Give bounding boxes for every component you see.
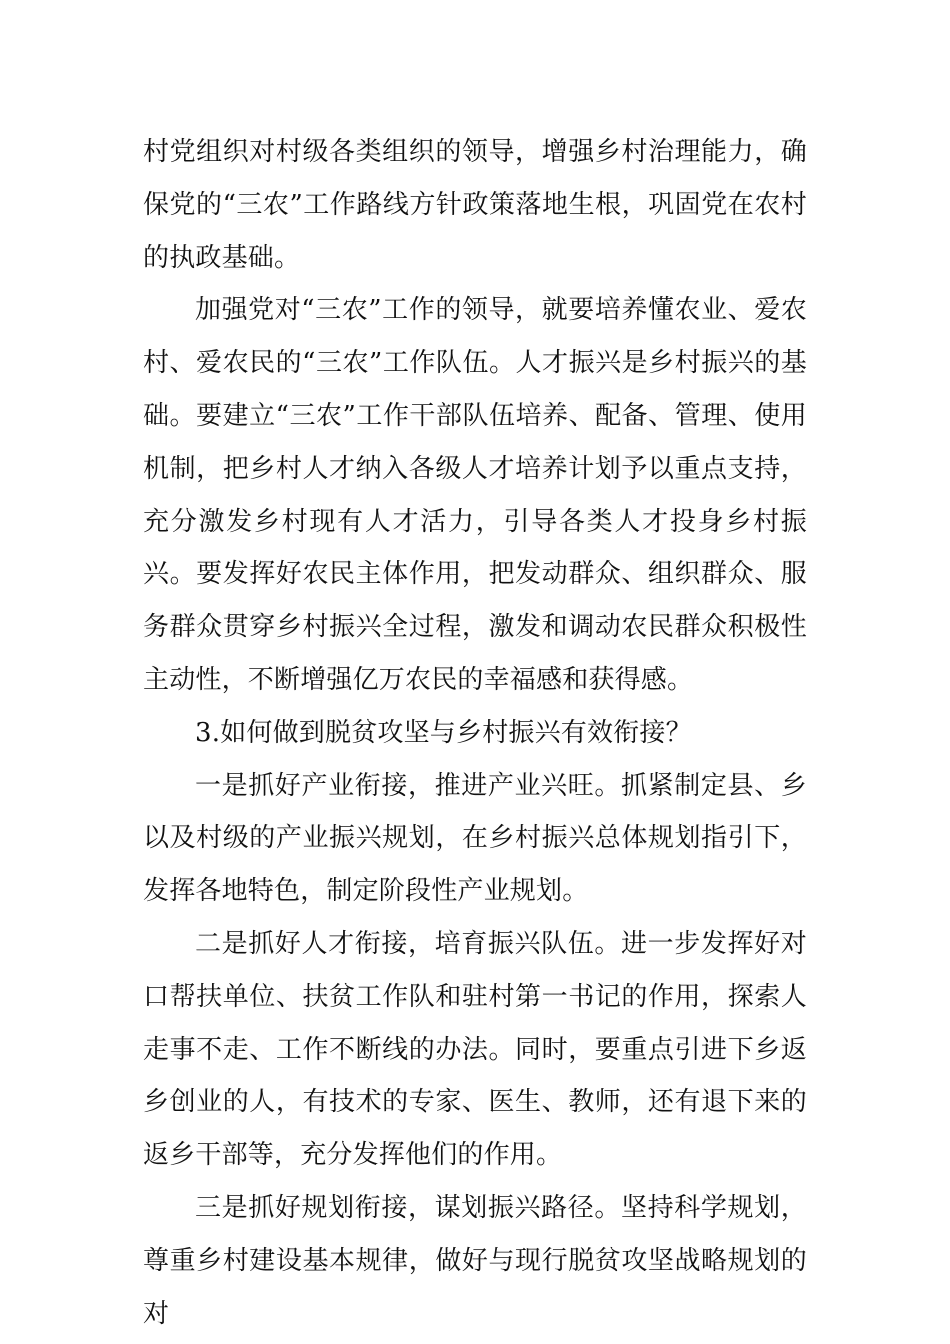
- section-heading-question-3: 3.如何做到脱贫攻坚与乡村振兴有效衔接？: [195, 717, 692, 748]
- paragraph-planning-linkage: 三是抓好规划衔接，谋划振兴路径。坚持科学规划，尊重乡村建设基本规律，做好与现行脱贫攻坚战略规划的对: [143, 1192, 807, 1329]
- paragraph-party-leadership: 加强党对“三农”工作的领导，就要培养懂农业、爱农村、爱农民的“三农”工作队伍。人才振兴是乡村振兴的基础。要建立“三农”工作干部队伍培养、配备、管理、使用机制，把乡村人才纳入各级人才培养计划予以重点支持，充分激发乡村现有人才活力，引导各类人才投身乡村振兴。要发挥好农民主体作用，把发动群众、组织群众、服务群众贯穿乡村振兴全过程，激发和调动农民群众积极性主动性，不断增强亿万农民的幸福感和获得感。: [143, 295, 807, 695]
- document-body: [143, 126, 807, 1340]
- paragraph-industry-linkage: 一是抓好产业衔接，推进产业兴旺。抓紧制定县、乡以及村级的产业振兴规划，在乡村振兴总体规划指引下，发挥各地特色，制定阶段性产业规划。: [143, 770, 807, 907]
- paragraph-talent-linkage: 二是抓好人才衔接，培育振兴队伍。进一步发挥好对口帮扶单位、扶贫工作队和驻村第一书记的作用，探索人走事不走、工作不断线的办法。同时，要重点引进下乡返乡创业的人，有技术的专家、医生、教师，还有退下来的返乡干部等，充分发挥他们的作用。: [143, 928, 807, 1171]
- paragraph-continuation: 村党组织对村级各类组织的领导，增强乡村治理能力，确保党的“三农”工作路线方针政策落地生根，巩固党在农村的执政基础。: [143, 137, 807, 273]
